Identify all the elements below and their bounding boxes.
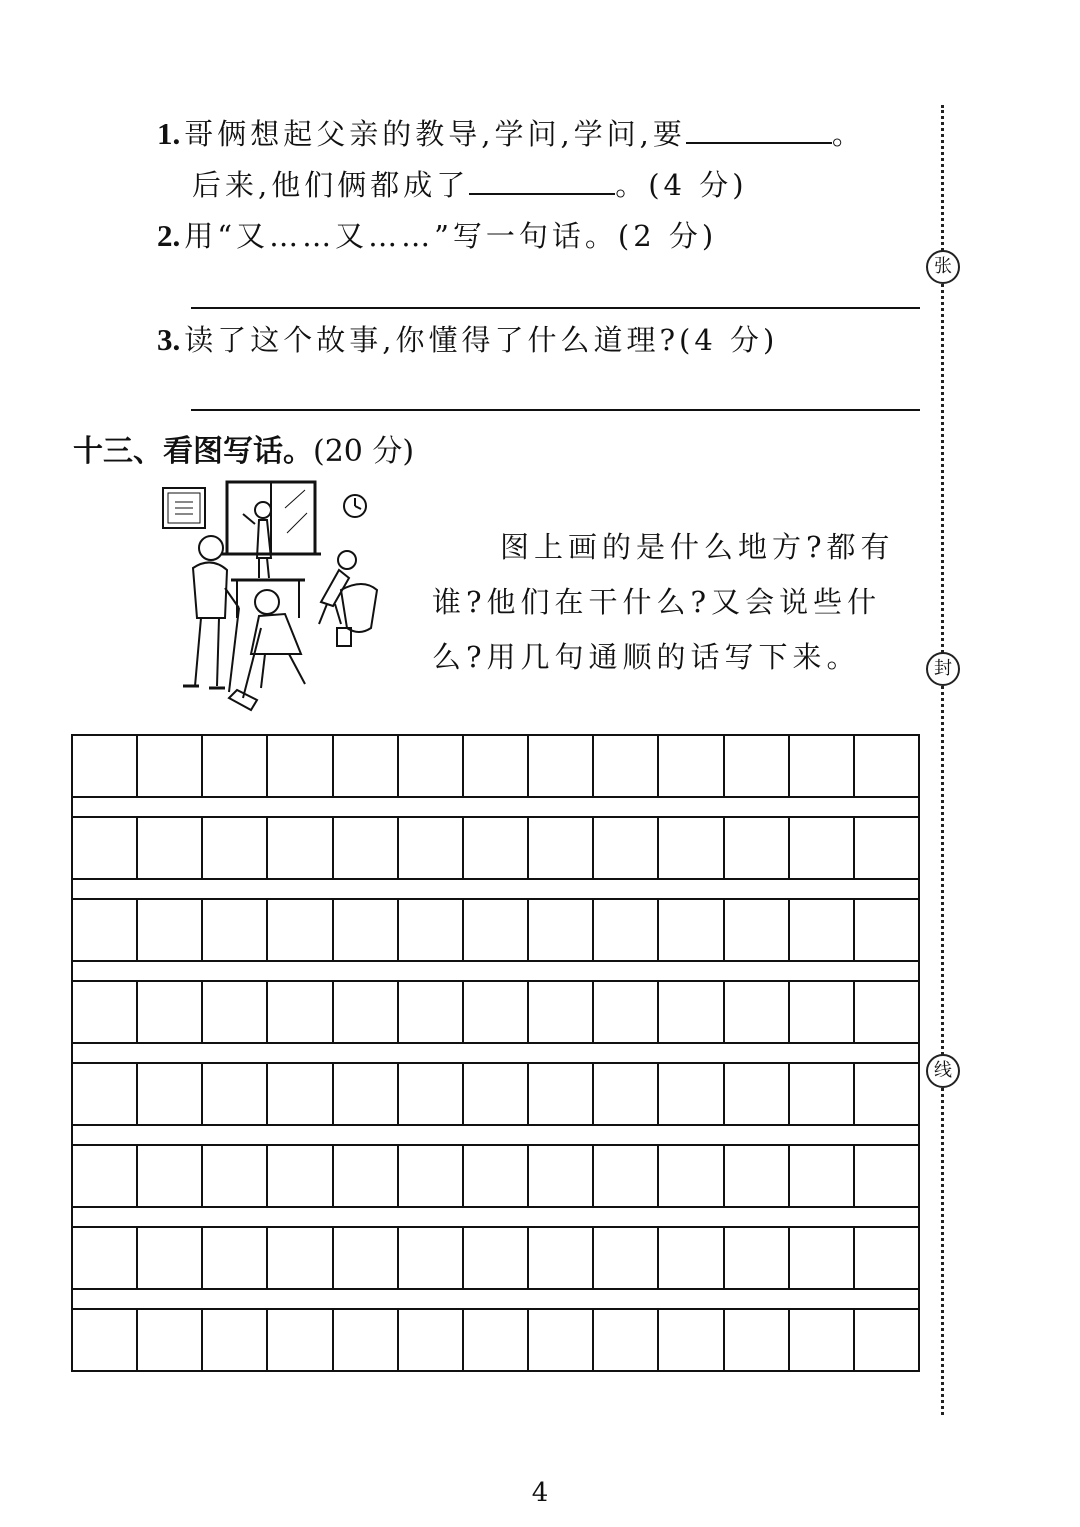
grid-cell[interactable] bbox=[399, 818, 464, 878]
grid-cell[interactable] bbox=[725, 982, 790, 1042]
grid-cell[interactable] bbox=[138, 982, 203, 1042]
margin-label-xian: 线 bbox=[926, 1054, 960, 1088]
grid-cell[interactable] bbox=[594, 1310, 659, 1370]
grid-cell[interactable] bbox=[268, 736, 333, 796]
section-13-points: (20 分) bbox=[313, 434, 415, 469]
grid-cell[interactable] bbox=[464, 982, 529, 1042]
grid-cell[interactable] bbox=[790, 1310, 855, 1370]
grid-cell[interactable] bbox=[334, 1228, 399, 1288]
grid-cell[interactable] bbox=[855, 982, 918, 1042]
grid-cell[interactable] bbox=[790, 1064, 855, 1124]
question-2-answer-line[interactable] bbox=[191, 307, 920, 309]
grid-cell[interactable] bbox=[790, 736, 855, 796]
grid-cell[interactable] bbox=[203, 900, 268, 960]
grid-cell[interactable] bbox=[659, 1310, 724, 1370]
grid-cell[interactable] bbox=[73, 818, 138, 878]
question-3-text: 读了这个故事,你懂得了什么道理?(4 分) bbox=[184, 323, 779, 357]
grid-cell[interactable] bbox=[268, 1146, 333, 1206]
grid-cell[interactable] bbox=[464, 1228, 529, 1288]
question-2 bbox=[157, 216, 717, 256]
grid-cell[interactable] bbox=[268, 1310, 333, 1370]
grid-cell[interactable] bbox=[529, 736, 594, 796]
grid-cell[interactable] bbox=[659, 818, 724, 878]
grid-cell[interactable] bbox=[725, 900, 790, 960]
question-1-points: 。(4 分) bbox=[615, 168, 748, 202]
grid-row bbox=[71, 1144, 920, 1208]
grid-cell[interactable] bbox=[594, 1064, 659, 1124]
picture-prompt bbox=[432, 520, 922, 685]
grid-cell[interactable] bbox=[790, 818, 855, 878]
grid-cell[interactable] bbox=[73, 982, 138, 1042]
grid-cell[interactable] bbox=[73, 900, 138, 960]
grid-cell[interactable] bbox=[73, 1310, 138, 1370]
grid-cell[interactable] bbox=[529, 1310, 594, 1370]
grid-cell[interactable] bbox=[659, 736, 724, 796]
grid-cell[interactable] bbox=[529, 900, 594, 960]
grid-cell[interactable] bbox=[203, 1310, 268, 1370]
grid-cell[interactable] bbox=[399, 900, 464, 960]
question-1-period: 。 bbox=[831, 117, 865, 151]
grid-cell[interactable] bbox=[399, 1228, 464, 1288]
question-1-blank-2[interactable] bbox=[469, 163, 615, 195]
grid-cell[interactable] bbox=[725, 1146, 790, 1206]
section-13-title: 十三、看图写话。 bbox=[73, 434, 313, 469]
grid-cell[interactable] bbox=[725, 818, 790, 878]
grid-row-gap bbox=[71, 1126, 920, 1144]
grid-cell[interactable] bbox=[790, 982, 855, 1042]
grid-cell[interactable] bbox=[529, 1064, 594, 1124]
grid-cell[interactable] bbox=[203, 982, 268, 1042]
question-3-number: 3. bbox=[157, 322, 181, 357]
margin-label-zhang: 张 bbox=[926, 250, 960, 284]
grid-cell[interactable] bbox=[268, 1228, 333, 1288]
grid-cell[interactable] bbox=[399, 736, 464, 796]
grid-cell[interactable] bbox=[138, 1228, 203, 1288]
question-1-text: 哥俩想起父亲的教导,学问,学问,要 bbox=[184, 117, 686, 151]
grid-row-gap bbox=[71, 880, 920, 898]
grid-cell[interactable] bbox=[203, 818, 268, 878]
grid-row-gap bbox=[71, 1208, 920, 1226]
grid-cell[interactable] bbox=[790, 1146, 855, 1206]
grid-cell[interactable] bbox=[268, 818, 333, 878]
question-2-number: 2. bbox=[157, 218, 181, 253]
question-1-blank-1[interactable] bbox=[686, 112, 832, 144]
grid-cell[interactable] bbox=[594, 982, 659, 1042]
grid-cell[interactable] bbox=[659, 1064, 724, 1124]
grid-cell[interactable] bbox=[399, 982, 464, 1042]
grid-cell[interactable] bbox=[138, 818, 203, 878]
grid-cell[interactable] bbox=[73, 1064, 138, 1124]
grid-cell[interactable] bbox=[138, 1310, 203, 1370]
grid-cell[interactable] bbox=[73, 736, 138, 796]
grid-cell[interactable] bbox=[790, 900, 855, 960]
grid-cell[interactable] bbox=[464, 736, 529, 796]
grid-cell[interactable] bbox=[855, 1310, 918, 1370]
prompt-line-2: 谁?他们在干什么?又会说些什 bbox=[432, 585, 882, 619]
grid-row bbox=[71, 898, 920, 962]
section-13-heading bbox=[73, 426, 414, 470]
grid-cell[interactable] bbox=[594, 736, 659, 796]
grid-cell[interactable] bbox=[203, 1064, 268, 1124]
grid-row-gap bbox=[71, 1044, 920, 1062]
grid-cell[interactable] bbox=[334, 736, 399, 796]
prompt-line-3: 么?用几句通顺的话写下来。 bbox=[432, 640, 861, 674]
grid-cell[interactable] bbox=[334, 1310, 399, 1370]
grid-cell[interactable] bbox=[203, 1146, 268, 1206]
grid-cell[interactable] bbox=[855, 1228, 918, 1288]
grid-cell[interactable] bbox=[399, 1146, 464, 1206]
question-3-answer-line[interactable] bbox=[191, 409, 920, 411]
grid-cell[interactable] bbox=[855, 900, 918, 960]
grid-cell[interactable] bbox=[529, 1228, 594, 1288]
grid-cell[interactable] bbox=[725, 1064, 790, 1124]
question-1-text-2: 后来,他们俩都成了 bbox=[192, 168, 470, 202]
grid-cell[interactable] bbox=[464, 818, 529, 878]
grid-row bbox=[71, 816, 920, 880]
grid-row-gap bbox=[71, 798, 920, 816]
grid-cell[interactable] bbox=[268, 1064, 333, 1124]
cleaning-classroom-illustration bbox=[155, 478, 415, 716]
question-3 bbox=[157, 320, 778, 360]
grid-cell[interactable] bbox=[138, 1064, 203, 1124]
grid-cell[interactable] bbox=[464, 1146, 529, 1206]
grid-cell[interactable] bbox=[855, 818, 918, 878]
grid-cell[interactable] bbox=[725, 736, 790, 796]
grid-cell[interactable] bbox=[659, 1228, 724, 1288]
grid-row bbox=[71, 1062, 920, 1126]
grid-cell[interactable] bbox=[399, 1310, 464, 1370]
grid-cell[interactable] bbox=[725, 1228, 790, 1288]
grid-cell[interactable] bbox=[138, 736, 203, 796]
binding-dotted-line bbox=[941, 105, 944, 1415]
grid-cell[interactable] bbox=[203, 1228, 268, 1288]
grid-cell[interactable] bbox=[659, 900, 724, 960]
grid-cell[interactable] bbox=[594, 1228, 659, 1288]
grid-row-gap bbox=[71, 1290, 920, 1308]
grid-cell[interactable] bbox=[855, 1064, 918, 1124]
grid-cell[interactable] bbox=[334, 1146, 399, 1206]
grid-cell[interactable] bbox=[138, 1146, 203, 1206]
grid-cell[interactable] bbox=[855, 736, 918, 796]
question-1-line-1 bbox=[157, 112, 865, 154]
grid-cell[interactable] bbox=[464, 900, 529, 960]
grid-cell[interactable] bbox=[138, 900, 203, 960]
question-1-line-2 bbox=[192, 163, 748, 205]
grid-cell[interactable] bbox=[73, 1228, 138, 1288]
grid-row bbox=[71, 980, 920, 1044]
grid-cell[interactable] bbox=[855, 1146, 918, 1206]
grid-cell[interactable] bbox=[203, 736, 268, 796]
grid-cell[interactable] bbox=[334, 982, 399, 1042]
grid-cell[interactable] bbox=[268, 900, 333, 960]
grid-cell[interactable] bbox=[594, 818, 659, 878]
grid-cell[interactable] bbox=[529, 818, 594, 878]
prompt-line-1: 图上画的是什么地方?都有 bbox=[500, 530, 895, 564]
writing-grid bbox=[71, 734, 920, 1372]
grid-cell[interactable] bbox=[73, 1146, 138, 1206]
grid-row-gap bbox=[71, 962, 920, 980]
page-number: 4 bbox=[531, 1478, 549, 1508]
grid-cell[interactable] bbox=[334, 900, 399, 960]
grid-cell[interactable] bbox=[464, 1310, 529, 1370]
question-2-text: 用“又……又……”写一句话。(2 分) bbox=[184, 219, 718, 253]
grid-cell[interactable] bbox=[529, 1146, 594, 1206]
margin-label-feng: 封 bbox=[926, 652, 960, 686]
grid-row bbox=[71, 734, 920, 798]
grid-cell[interactable] bbox=[399, 1064, 464, 1124]
grid-cell[interactable] bbox=[529, 982, 594, 1042]
grid-cell[interactable] bbox=[334, 1064, 399, 1124]
question-1-number: 1. bbox=[157, 116, 181, 151]
grid-row bbox=[71, 1226, 920, 1290]
grid-cell[interactable] bbox=[594, 1146, 659, 1206]
grid-cell[interactable] bbox=[659, 1146, 724, 1206]
grid-cell[interactable] bbox=[268, 982, 333, 1042]
grid-cell[interactable] bbox=[725, 1310, 790, 1370]
grid-cell[interactable] bbox=[594, 900, 659, 960]
grid-cell[interactable] bbox=[464, 1064, 529, 1124]
grid-cell[interactable] bbox=[659, 982, 724, 1042]
grid-cell[interactable] bbox=[790, 1228, 855, 1288]
grid-cell[interactable] bbox=[334, 818, 399, 878]
grid-row bbox=[71, 1308, 920, 1372]
